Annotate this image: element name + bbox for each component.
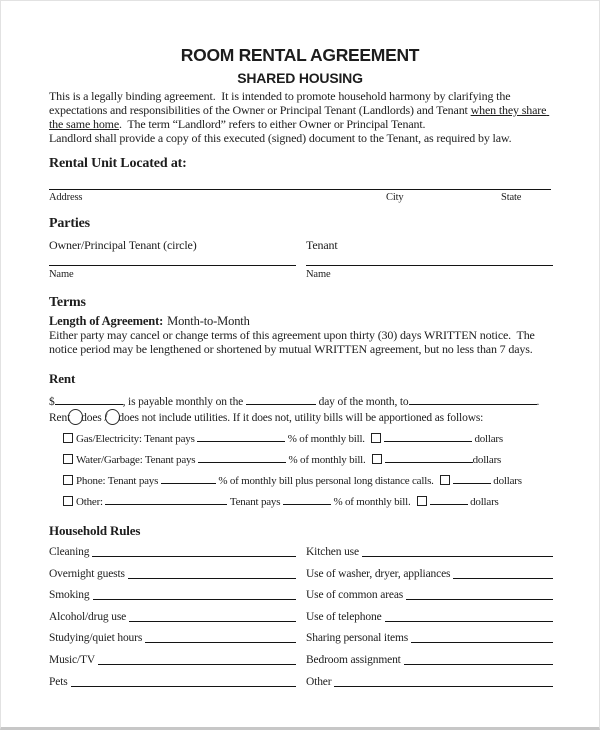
water-dollars-checkbox[interactable]: [372, 454, 382, 464]
rule-fill-line[interactable]: [129, 621, 296, 622]
rule-row: [49, 654, 551, 667]
other-dollars-blank[interactable]: [430, 502, 468, 505]
length-of-agreement-label: Length of Agreement:: [49, 314, 164, 328]
phone-checkbox[interactable]: [63, 475, 73, 485]
rule-cell-kitchen-use: [306, 546, 553, 559]
length-of-agreement-line: [49, 314, 551, 328]
other-percent-text: % of monthly bill.: [333, 496, 411, 508]
water-label: Water/Garbage: Tenant pays: [76, 454, 196, 466]
rent-day-blank[interactable]: [246, 402, 316, 405]
rule-row: [49, 546, 551, 559]
utility-row-water: [63, 454, 551, 467]
owner-column: [49, 232, 296, 281]
other-tenant-pays-text: Tenant pays: [229, 496, 281, 508]
rent-amount-line: [49, 395, 551, 409]
rule-label: Kitchen use: [306, 546, 359, 558]
phone-label: Phone: Tenant pays: [76, 475, 159, 487]
rent-heading: Rent: [49, 371, 76, 386]
rent-payee-blank[interactable]: [409, 402, 537, 405]
length-of-agreement-value: Month-to-Month: [167, 314, 250, 328]
rule-cell-music-tv: [49, 654, 296, 667]
parties-columns: [49, 232, 551, 281]
rule-cell-telephone: [306, 611, 553, 624]
household-rules-list: [49, 546, 551, 689]
rule-label: Cleaning: [49, 546, 90, 558]
utility-row-phone: [63, 475, 551, 488]
rule-label: Music/TV: [49, 653, 96, 666]
water-dollars-text: dollars: [472, 454, 502, 466]
owner-tenant-label: Owner/Principal Tenant (circle): [49, 238, 197, 252]
rental-unit-heading: Rental Unit Located at:: [49, 156, 187, 171]
rule-row: [49, 589, 551, 602]
address-label: Address: [49, 192, 83, 203]
state-label: State: [501, 192, 522, 203]
rule-cell-washer-dryer: [306, 568, 553, 581]
rule-label: Sharing personal items: [306, 632, 409, 645]
gas-percent-blank[interactable]: [197, 439, 285, 442]
intro-text-before: This is a legally binding agreement. It is intended to promote household harmony by clarifying the expectations and responsibilities of the Owner or Principal Tenant (Landlords) and Tenant: [49, 89, 514, 117]
document-subtitle: SHARED HOUSING: [237, 70, 363, 86]
does-not-text: does not include utilities. If it does not, utility bills will be apportioned as follows:: [118, 412, 484, 424]
rule-row: [49, 611, 551, 624]
rule-fill-line[interactable]: [406, 599, 553, 600]
other-checkbox[interactable]: [63, 496, 73, 506]
phone-percent-blank[interactable]: [161, 481, 216, 484]
phone-dollars-blank[interactable]: [453, 481, 491, 484]
phone-percent-text: % of monthly bill plus personal long distance calls.: [218, 475, 434, 487]
gas-label: Gas/Electricity: Tenant pays: [76, 433, 195, 445]
utility-row-other: [63, 496, 551, 509]
rule-row: [49, 632, 551, 645]
address-labels-row: [49, 190, 551, 204]
rule-fill-line[interactable]: [145, 642, 296, 643]
rule-label: Use of telephone: [306, 610, 382, 623]
rule-label: Studying/quiet hours: [49, 632, 143, 645]
household-rules-heading: Household Rules: [49, 523, 141, 538]
rule-cell-common-areas: [306, 589, 553, 602]
rule-label: Use of common areas: [306, 589, 404, 602]
tenant-column: [306, 232, 553, 281]
water-dollars-blank[interactable]: [385, 460, 473, 463]
tenant-label: Tenant: [306, 238, 338, 252]
rule-label: Smoking: [49, 589, 90, 602]
rule-fill-line[interactable]: [92, 556, 296, 557]
rule-fill-line[interactable]: [128, 578, 296, 579]
phone-dollars-text: dollars: [493, 475, 522, 487]
rule-fill-line[interactable]: [334, 686, 553, 687]
rule-label: Bedroom assignment: [306, 653, 401, 666]
slash-text: /: [104, 412, 108, 424]
rule-row: [49, 568, 551, 581]
tenant-name-label: Name: [306, 269, 331, 280]
gas-dollars-blank[interactable]: [384, 439, 472, 442]
water-percent-blank[interactable]: [198, 460, 286, 463]
rent-payable-text: , is payable monthly on the: [122, 396, 244, 408]
rule-cell-smoking: [49, 589, 296, 602]
rule-fill-line[interactable]: [385, 621, 553, 622]
phone-dollars-checkbox[interactable]: [440, 475, 450, 485]
other-dollars-checkbox[interactable]: [417, 496, 427, 506]
gas-dollars-text: dollars: [474, 433, 503, 445]
does-text: does: [81, 412, 102, 424]
rent-day-text: day of the month, to: [318, 396, 409, 408]
rule-fill-line[interactable]: [411, 642, 553, 643]
intro-underlined-phrase: when they share the same home: [49, 103, 550, 131]
rule-cell-overnight-guests: [49, 568, 296, 581]
terms-paragraph: Either party may cancel or change terms of this agreement upon thirty (30) days WRITTEN notice. The notice period may be lengthened or shortened by mutual WRITTEN agreement, but no less than 7 days.: [49, 328, 538, 356]
rule-fill-line[interactable]: [404, 664, 553, 665]
water-percent-text: % of monthly bill.: [288, 454, 366, 466]
rule-fill-line[interactable]: [93, 599, 297, 600]
gas-dollars-checkbox[interactable]: [371, 433, 381, 443]
other-percent-blank[interactable]: [283, 502, 331, 505]
rule-fill-line[interactable]: [453, 578, 553, 579]
rule-cell-pets: [49, 676, 296, 689]
rule-label: Pets: [49, 675, 68, 688]
city-label: City: [386, 192, 404, 203]
rent-word: Rent: [49, 412, 71, 424]
rent-utilities-line: [49, 409, 551, 425]
rule-label: Use of washer, dryer, appliances: [306, 567, 451, 580]
utility-row-gas: [63, 433, 551, 446]
rule-cell-cleaning: [49, 546, 296, 559]
document-title: ROOM RENTAL AGREEMENT: [180, 45, 420, 65]
intro-paragraph: [49, 89, 551, 131]
rule-label: Overnight guests: [49, 567, 125, 580]
rule-cell-alcohol-drug-use: [49, 611, 296, 624]
terms-heading: Terms: [49, 295, 86, 310]
rent-line-period: .: [536, 396, 540, 408]
rent-amount-blank[interactable]: [55, 402, 123, 405]
rule-fill-line[interactable]: [362, 556, 553, 557]
other-label: Other:: [76, 496, 103, 508]
rule-cell-bedroom-assignment: [306, 654, 553, 667]
rule-cell-studying-quiet-hours: [49, 632, 296, 645]
rule-cell-sharing-personal-items: [306, 632, 553, 645]
other-description-blank[interactable]: [105, 502, 227, 505]
intro-second-line: Landlord shall provide a copy of this executed (signed) document to the Tenant, as required by law.: [49, 131, 512, 145]
other-dollars-text: dollars: [470, 496, 499, 508]
gas-percent-text: % of monthly bill.: [287, 433, 365, 445]
rule-label: Alcohol/drug use: [49, 610, 127, 623]
rule-cell-other: [306, 676, 553, 689]
rule-row: [49, 676, 551, 689]
parties-heading: Parties: [49, 216, 90, 231]
dollar-sign: $: [49, 396, 55, 408]
owner-name-label: Name: [49, 269, 74, 280]
gas-checkbox[interactable]: [63, 433, 73, 443]
intro-text-after: . The term “Landlord” refers to either Owner or Principal Tenant.: [119, 117, 426, 131]
rule-fill-line[interactable]: [98, 664, 296, 665]
rule-label: Other: [306, 675, 332, 688]
rule-fill-line[interactable]: [71, 686, 296, 687]
water-checkbox[interactable]: [63, 454, 73, 464]
